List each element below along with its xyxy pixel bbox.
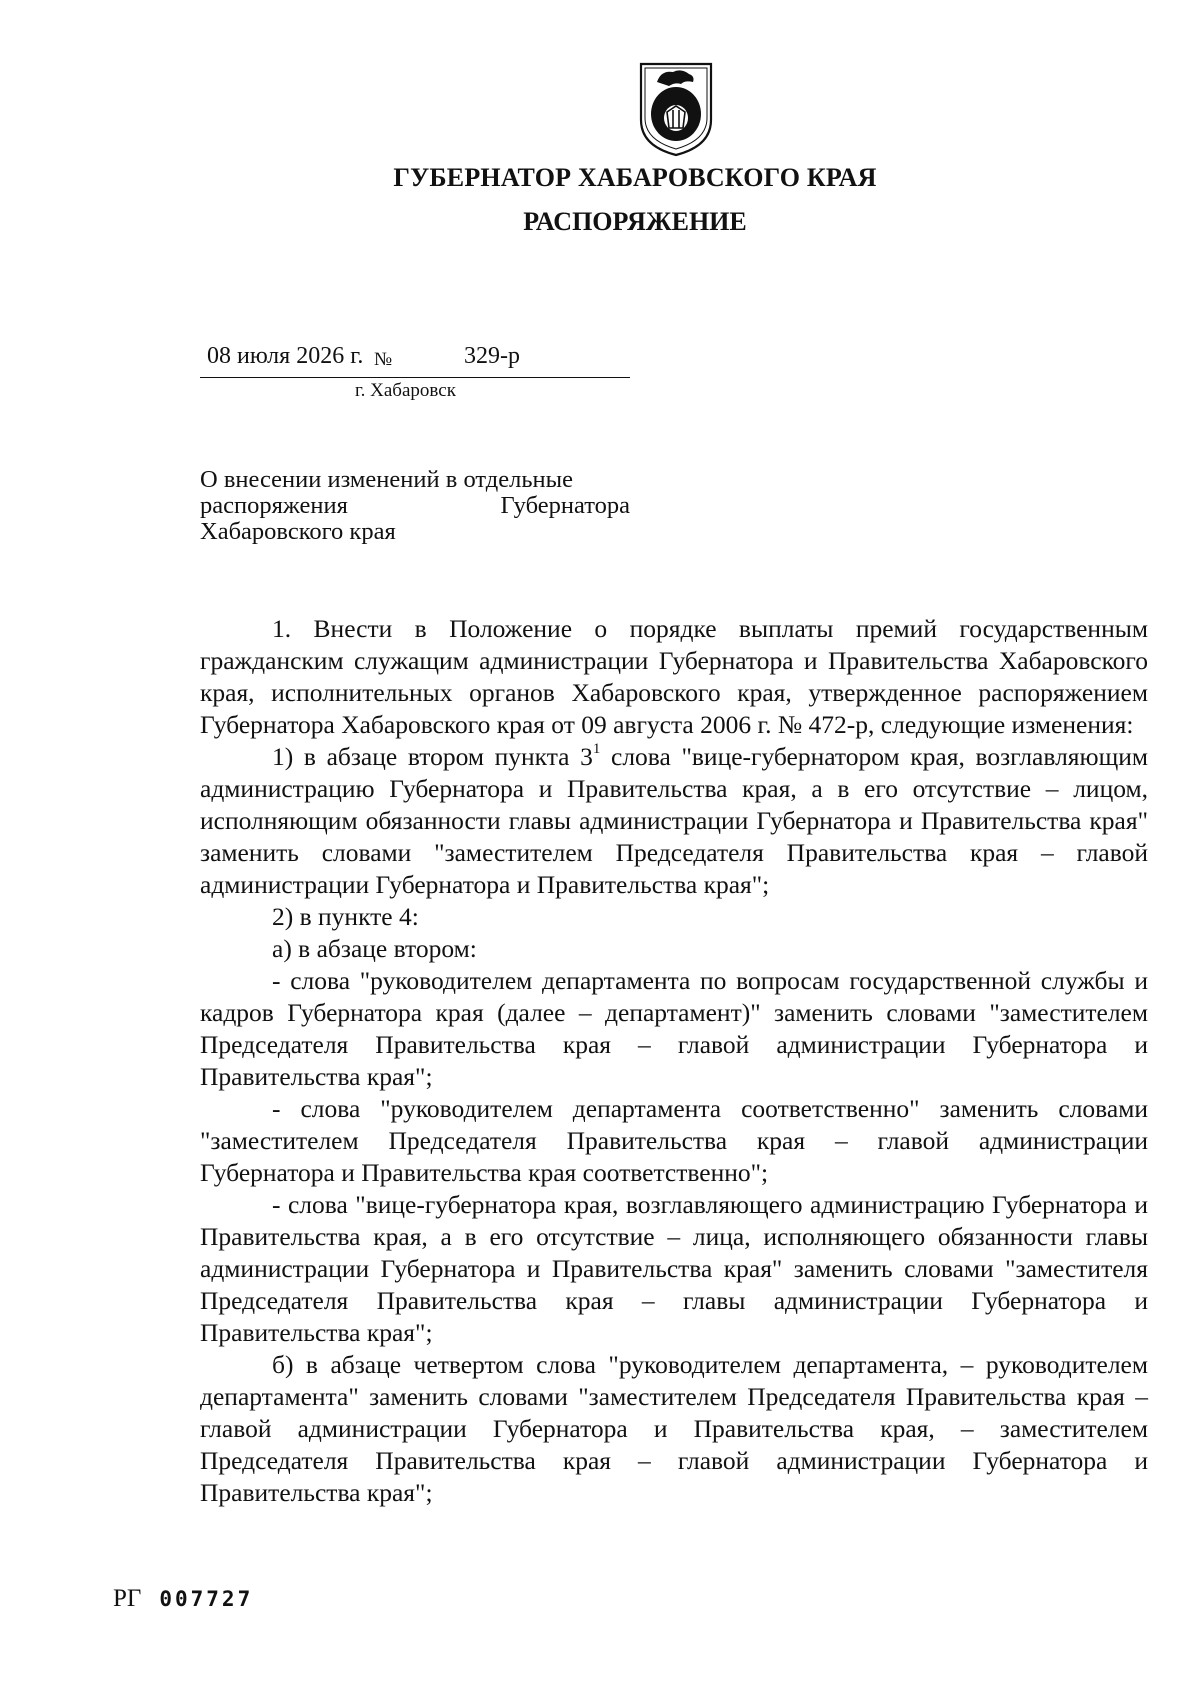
paragraph-2-superscript: 1 (592, 740, 601, 757)
form-series: РГ (113, 1585, 142, 1612)
coat-of-arms-graphic (637, 60, 715, 158)
date-number-row (200, 343, 630, 383)
subject-line-2-left: распоряжения (200, 492, 348, 519)
issuer-title: ГУБЕРНАТОР ХАБАРОВСКОГО КРАЯ (393, 163, 877, 192)
document-number: 329-р (464, 343, 520, 369)
paragraph-2-start: 1) в абзаце втором пункта 3 (272, 742, 593, 771)
paragraph-2 (200, 741, 1148, 901)
paragraph-7: - слова "вице-губернатора края, возглавляющего администрацию Губернатора и Правительства края, а в его отсутствие – лица, исполняющего обязанности главы администрации Губернатора и Правительства края" заменить словами "заместителя Председателя Правительства края – главы администрации Губернатора и Правительства края"; (200, 1190, 1148, 1347)
coat-of-arms-icon (637, 60, 715, 158)
form-serial (113, 1585, 253, 1613)
paragraph-5: - слова "руководителем департамента по вопросам государственной службы и кадров Губернатора края (далее – департамент)" заменить словами "заместителем Председателя Правительства края – главой администрации Губернатора и Правительства края"; (200, 966, 1148, 1091)
document-subject (200, 467, 630, 545)
subject-line-2 (200, 493, 630, 519)
paragraph-3: 2) в пункте 4: (272, 902, 419, 931)
document-body (200, 613, 1148, 1509)
subject-line-1: О внесении изменений в отдельные (200, 466, 573, 493)
document-date: 08 июля 2026 г. (207, 343, 364, 369)
paragraph-4: а) в абзаце втором: (272, 934, 477, 963)
number-sign: № (374, 349, 393, 370)
paragraph-1: 1. Внести в Положение о порядке выплаты премий государственным гражданским служащим администрации Губернатора и Правительства Хабаровского края, исполнительных органов Хабаровского края, утвержденное распоряжением Губернатора Хабаровского края от 09 августа 2006 г. № 472-р, следующие изменения: (200, 614, 1148, 739)
document-city: г. Хабаровск (355, 380, 456, 401)
subject-line-3: Хабаровского края (200, 518, 396, 545)
paragraph-6: - слова "руководителем департамента соответственно" заменить словами "заместителем Председателя Правительства края – главой администрации Губернатора и Правительства края соответственно"; (200, 1094, 1148, 1187)
form-serial-number: 007727 (159, 1587, 254, 1611)
date-underline (200, 377, 630, 378)
subject-line-2-right: Губернатора (500, 492, 630, 519)
document-type: РАСПОРЯЖЕНИЕ (523, 207, 747, 236)
paragraph-8: б) в абзаце четвертом слова "руководителем департамента, – руководителем департамента" заменить словами "заместителем Председателя Правительства края – главой администрации Губернатора и Правительства края, – заместителем Председателя Правительства края – главой администрации Губернатора и Правительства края"; (200, 1350, 1148, 1507)
paragraph-2-end: слова "вице-губернатором края, возглавляющим администрацию Губернатора и Правительства края, а в его отсутствие – лицом, исполняющим обязанности главы администрации Губернатора и Правительства края" заменить словами "заместителем Председателя Правительства края – главой администрации Губернатора и Правительства края"; (200, 742, 1148, 899)
